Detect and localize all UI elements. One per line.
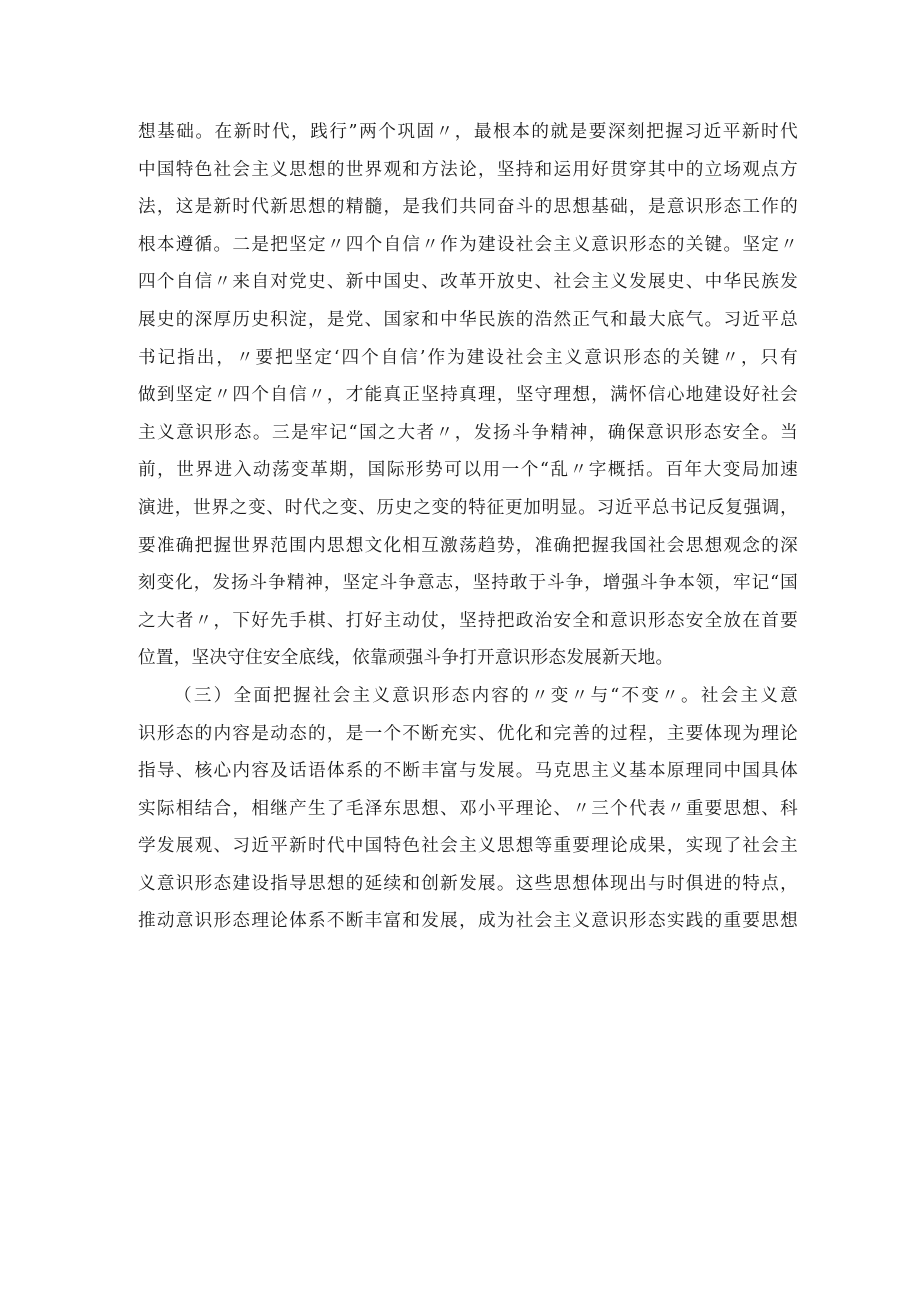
text-line: 主义意识形态。三是牢记“国之大者〃，发扬斗争精神，确保意识形态安全。当 — [138, 422, 798, 443]
text-line: 展史的深厚历史积淀，是党、国家和中华民族的浩然正气和最大底气。习近平总 — [138, 309, 798, 330]
text-line: 前，世界进入动荡变革期，国际形势可以用一个“乱〃字概括。百年大变局加速 — [138, 460, 798, 481]
text-line: 识形态的内容是动态的，是一个不断充实、优化和完善的过程，主要体现为理论 — [138, 723, 798, 744]
text-line: 要准确把握世界范围内思想文化相互激荡趋势，准确把握我国社会思想观念的深 — [138, 535, 798, 556]
section-heading-line: （三）全面把握社会主义意识形态内容的〃变〃与“不变〃。社会主义意 — [174, 685, 798, 706]
text-line: 演进，世界之变、时代之变、历史之变的特征更加明显。习近平总书记反复强调， — [138, 497, 798, 518]
text-line-paragraph-end: 位置，坚决守住安全底线，依靠顽强斗争打开意识形态发展新天地。 — [138, 648, 674, 669]
text-line: 根本遵循。二是把坚定〃四个自信〃作为建设社会主义意识形态的关键。坚定〃 — [138, 234, 798, 255]
text-line: 推动意识形态理论体系不断丰富和发展，成为社会主义意识形态实践的重要思想 — [138, 911, 798, 932]
text-line: 义意识形态建设指导思想的延续和创新发展。这些思想体现出与时俱进的特点， — [138, 873, 798, 894]
text-line: 刻变化，发扬斗争精神，坚定斗争意志，坚持敢于斗争，增强斗争本领，牢记“国 — [138, 573, 798, 594]
text-line: 四个自信〃来自对党史、新中国史、改革开放史、社会主义发展史、中华民族发 — [138, 272, 798, 293]
text-line: 做到坚定〃四个自信〃，才能真正坚持真理，坚守理想，满怀信心地建设好社会 — [138, 385, 798, 406]
text-line: 书记指出，〃要把坚定‘四个自信’作为建设社会主义意识形态的关键〃，只有 — [138, 347, 798, 368]
body-text — [138, 114, 798, 941]
text-line: 想基础。在新时代，践行”两个巩固〃，最根本的就是要深刻把握习近平新时代 — [138, 122, 798, 142]
text-line: 指导、核心内容及话语体系的不断丰富与发展。马克思主义基本原理同中国具体 — [138, 761, 798, 782]
text-line: 学发展观、习近平新时代中国特色社会主义思想等重要理论成果，实现了社会主 — [138, 836, 798, 857]
text-line: 实际相结合，相继产生了毛泽东思想、邓小平理论、〃三个代表〃重要思想、科 — [138, 798, 798, 819]
text-line: 法，这是新时代新思想的精髓，是我们共同奋斗的思想基础，是意识形态工作的 — [138, 197, 798, 218]
text-line: 中国特色社会主义思想的世界观和方法论，坚持和运用好贯穿其中的立场观点方 — [138, 159, 798, 180]
text-line: 之大者〃，下好先手棋、打好主动仗，坚持把政治安全和意识形态安全放在首要 — [138, 610, 798, 631]
